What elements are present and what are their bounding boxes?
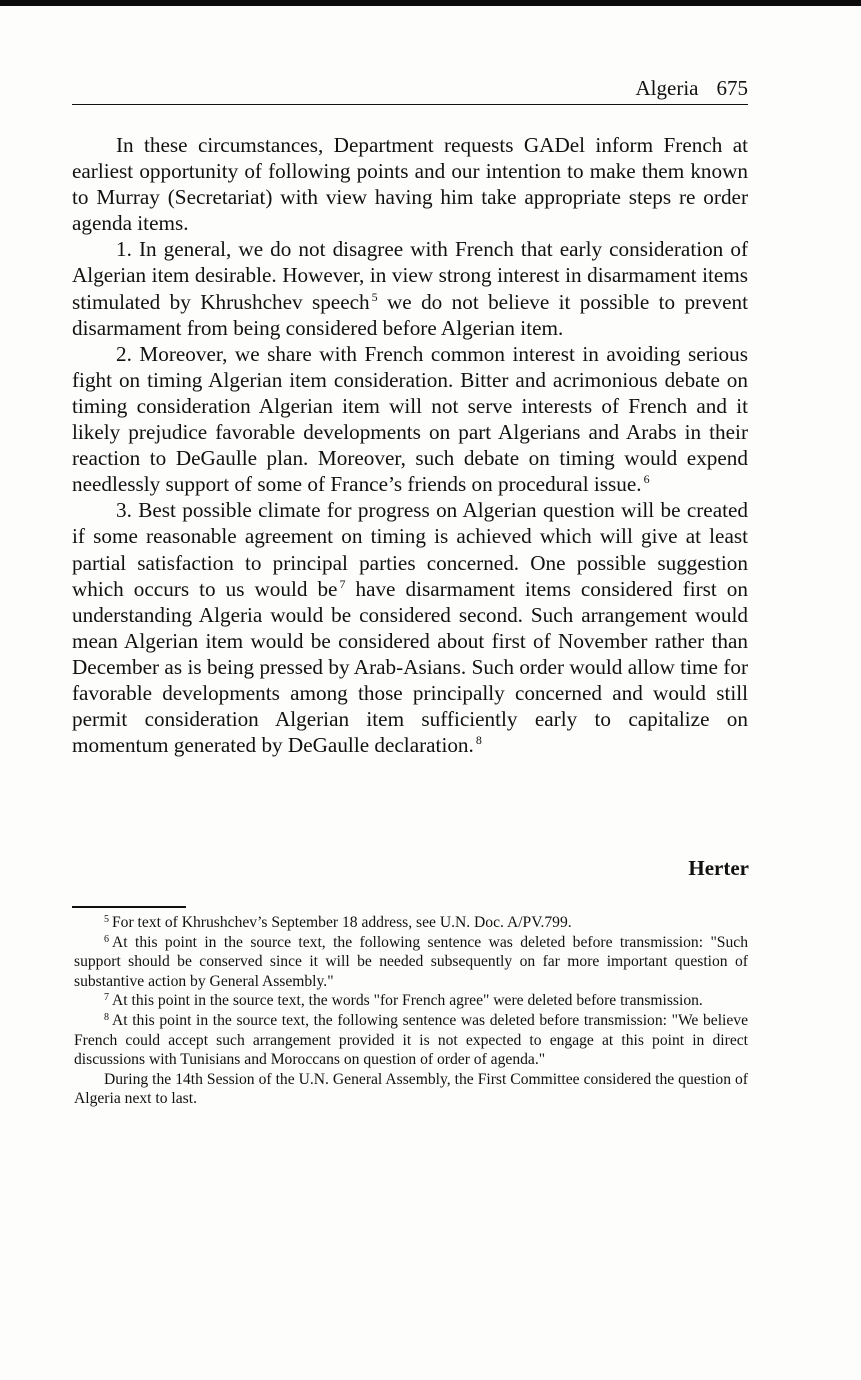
paragraph-point-1 [72,236,748,340]
intro-paragraph: In these circumstances, Department requests GADel inform French at earliest opportunity of following points and our intention to make them known to Murray (Secretariat) with view having him take appropriate steps re order agenda items. [72,133,748,236]
running-head: Algeria [635,76,699,100]
point-2-text: 2. Moreover, we share with French common interest in avoiding serious fight on timing Algerian item consideration. Bitter and acrimonious debate on timing consideration Algerian item will not serve interests of French and it likely prejudice favorable developments on part Algerians and Arabs in their reaction to DeGaulle plan. Moreover, such debate on timing would expend needlessly support of some of France’s friends on procedural issue. [72,341,748,497]
point-1-text-b: we do not believe it possible to prevent disarmament from being considered before Algerian item. [72,289,748,340]
footnote-5 [74,913,748,933]
footnote-ref-5[interactable]: 5 [371,289,378,304]
footnote-ref-6[interactable]: 6 [643,472,650,487]
footnote-ref-7[interactable]: 7 [339,576,346,591]
page-header [72,76,748,105]
point-3-text-a: 3. Best possible climate for progress on Algerian question will be created if some reasonable agreement on timing is achieved which will give at least partial satisfaction to principal parties concerned. One possible suggestion which occurs to us would be [72,498,748,601]
footnote-divider [72,906,186,908]
footnote-6 [74,933,748,992]
main-text [72,132,748,758]
paragraph-point-3 [72,497,748,758]
footnote-number: 7 [104,992,109,1004]
footnote-number: 8 [104,1011,109,1023]
paragraph-point-2 [72,341,748,498]
footnote-ref-8[interactable]: 8 [475,733,482,748]
footnote-7 [74,991,748,1011]
top-scan-border [0,0,861,6]
footnote-number: 6 [104,933,109,945]
point-1-text-a: 1. In general, we do not disagree with French that early consideration of Algerian item desirable. However, in view strong interest in disarmament items stimulated by Khrushchev speech [72,237,748,314]
footnote-text: At this point in the source text, the words "for French agree" were deleted before transmission. [112,992,703,1010]
footnote-8 [74,1011,748,1070]
footnote-text: At this point in the source text, the following sentence was deleted before transmission: "We believe French could accept such arrangement provided it is not expected to engage at this point in direct discussions with Tunisians and Moroccans on question of order of agenda." [74,1011,748,1069]
signature: Herter [688,856,749,880]
footnote-8-continuation: During the 14th Session of the U.N. General Assembly, the First Committee considered the question of Algeria next to last. [74,1070,748,1108]
footnote-text: For text of Khrushchev’s September 18 address, see U.N. Doc. A/PV.799. [112,914,572,931]
footnote-text: At this point in the source text, the following sentence was deleted before transmission: "Such support should be conserved since it will be needed subsequently on far more important question of substantive action by General Assembly." [74,933,748,990]
footnotes [74,913,748,1109]
page-number: 675 [716,76,748,100]
point-3-text-b: have disarmament items considered first on understanding Algeria would be considered second. Such arrangement would mean Algerian item would be considered about first of November rather than December as is being pressed by Arab-Asians. Such order would allow time for favorable developments among those principally concerned and would still permit consideration Algerian item sufficiently early to capitalize on momentum generated by DeGaulle declaration. [72,576,748,758]
footnote-number: 5 [104,914,109,925]
